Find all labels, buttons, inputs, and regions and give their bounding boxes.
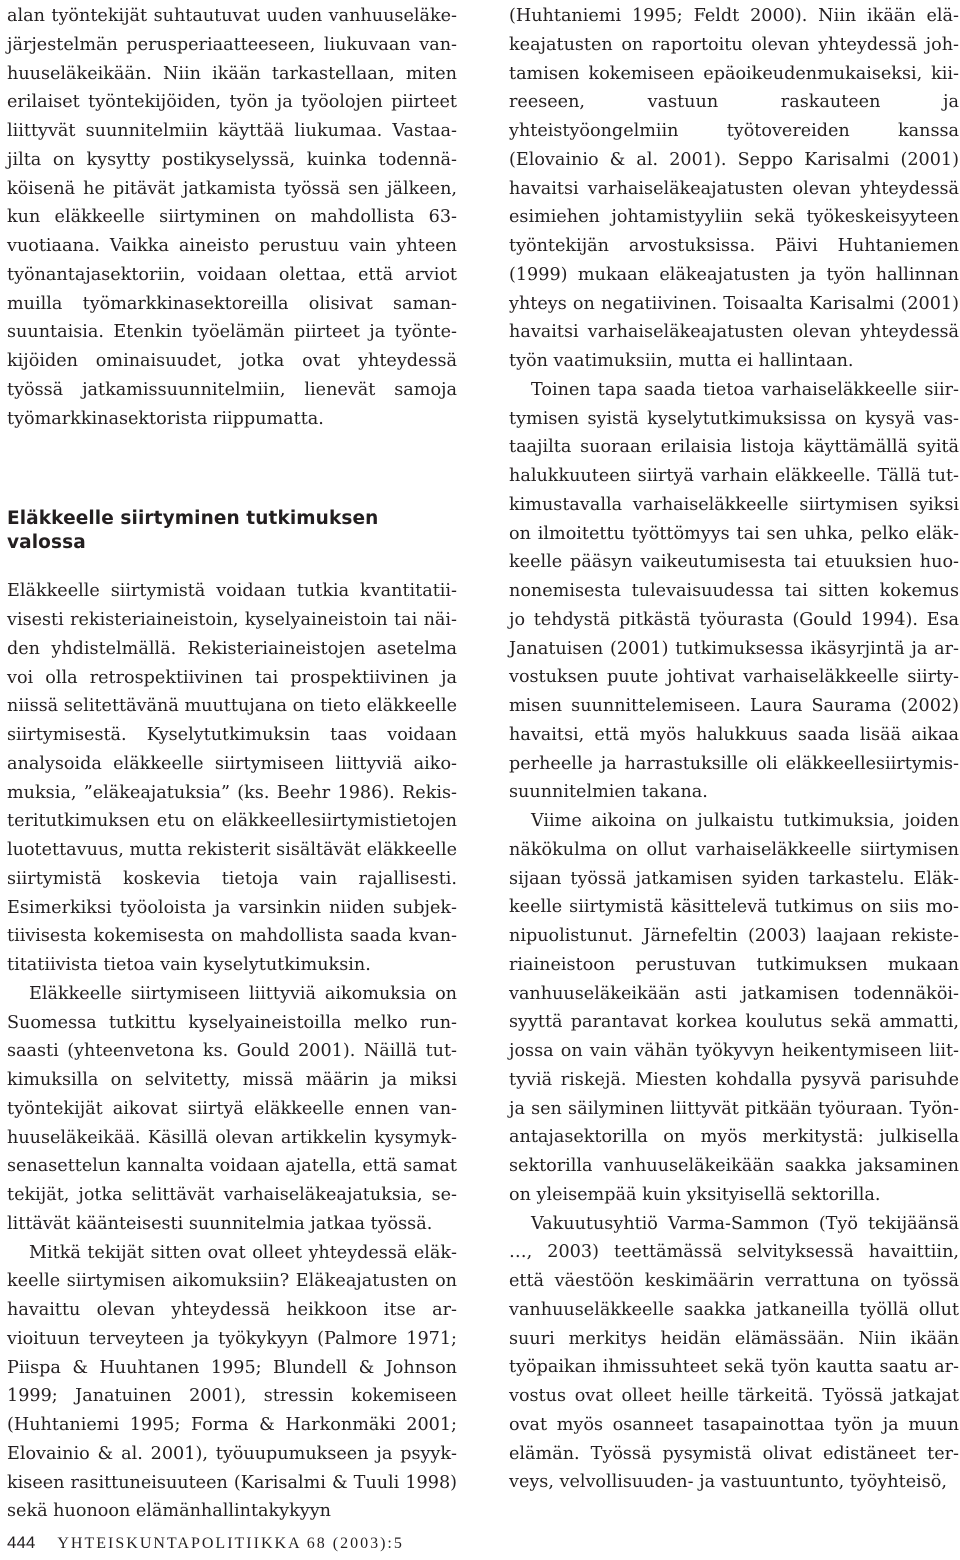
right-paragraph-1: (Huhtaniemi 1995; Feldt 2000). Niin ikään eläkeajatusten on raportoitu olevan yhteydessä johtamisen kokemiseen epäoikeudenmukaiseksi, kiireeseen, vastuun raskauteen ja yhteistyöongelmiin työtovereiden kanssa (Elovainio & al. 2001). Seppo Karisalmi (2001) havaitsi varhaiseläkeajatusten olevan yhteydessä esimiehen johtamistyyliin sekä työkeskeisyyteen työntekijän arvostuksissa. Päivi Huhtaniemen (1999) mukaan eläkeajatusten ja työn hallinnan yhteys on negatiivinen. Toisaalta Karisalmi (2001) havaitsi varhaiseläkeajatusten olevan yhteydessä työn vaatimuksiin, mutta ei hallintaan. bbox=[509, 6, 959, 371]
right-paragraph-3: Viime aikoina on julkaistu tutkimuksia, joiden näkökulma on ollut varhaiseläkkeelle siirtymisen sijaan työssä jatkamisen syiden tarkastelu. Eläkkeelle siirtymistä käsittelevä tutkimus on siis monipuolistunut. Järnefeltin (2003) laajaan rekisteriaineistoon perustuvan tutkimuksen mukaan vanhuuseläkeikään asti jatkamisen todennäköisyyttä parantavat korkea koulutus sekä ammatti, jossa on vain vähän työkyvyn heikentymiseen liittyviä riskejä. Miesten kohdalla pysyvä parisuhde ja sen säilyminen liittyvät pitkään työuraan. Työnantajasektorilla on myös merkitystä: julkisella sektorilla vanhuuseläkeikään saakka jaksaminen on yleisempää kuin yksityisellä sektorilla. bbox=[509, 811, 959, 1205]
left-column bbox=[7, 2, 457, 1526]
left-paragraph-2: Eläkkeelle siirtymistä voidaan tutkia kvantitatiivisesti rekisteriaineistoin, kyselyaineistoin tai näiden yhdistelmällä. Rekisteriaineistojen asetelma voi olla retrospektiivinen tai prospektiivinen ja niissä selitettävänä muuttujana on tieto eläkkeelle siirtymisestä. Kyselytutkimuksin taas voidaan analysoida eläkkeelle siirtymiseen liittyviä aikomuksia, ”eläkeajatuksia” (ks. Beehr 1986). Rekisteritutkimuksen etu on eläkkeellesiirtymistietojen luotettavuus, mutta rekisterit sisältävät eläkkeelle siirtymistä koskevia tietoja vain rajallisesti. Esimerkiksi työoloista ja varsinkin niiden subjektiivisesta kokemisesta on mahdollista saada kvantitatiivista tietoa vain kyselytutkimuksin. bbox=[7, 581, 457, 975]
left-paragraph-4: Mitkä tekijät sitten ovat olleet yhteydessä eläkkeelle siirtymisen aikomuksiin? Eläkeajatusten on havaittu olevan yhteydessä heikkoon itse arvioituun terveyteen ja työkykyyn (Palmore 1971; Piispa & Huuhtanen 1995; Blundell & Johnson 1999; Janatuinen 2001), stressin kokemiseen (Huhtaniemi 1995; Forma & Harkonmäki 2001; Elovainio & al. 2001), työuupumukseen ja psyykkiseen rasittuneisuuteen (Karisalmi & Tuuli 1998) sekä huonoon elämänhallintakykyyn bbox=[7, 1242, 457, 1522]
right-column bbox=[509, 2, 959, 1497]
left-paragraph-1: alan työntekijät suhtautuvat uuden vanhuuseläkejärjestelmän perusperiaatteeseen, liukuvaan vanhuuseläkeikään. Niin ikään tarkastellaan, miten erilaiset työntekijöiden, työn ja työolojen piirteet liittyvät suunnitelmiin käyttää liukumaa. Vastaajilta on kysytty postikyselyssä, kuinka todennäköisenä he pitävät jatkamista työssä sen jälkeen, kun eläkkeelle siirtyminen on mahdollista 63-vuotiaana. Vaikka aineisto perustuu vain yhteen työnantajasektoriin, voidaan olettaa, että arviot muilla työmarkkinasektoreilla olisivat samansuuntaisia. Etenkin työelämän piirteet ja työntekijöiden ominaisuudet, jotka ovat yhteydessä työssä jatkamissuunnitelmiin, lienevät samoja työmarkkinasektorista riippumatta. bbox=[7, 6, 457, 429]
left-paragraph-3: Eläkkeelle siirtymiseen liittyviä aikomuksia on Suomessa tutkittu kyselyaineistoilla melko runsaasti (yhteenvetona ks. Gould 2001). Näillä tutkimuksilla on selvitetty, missä määrin ja miksi työntekijät aikovat siirtyä eläkkeelle ennen vanhuuseläkeikää. Käsillä olevan artikkelin kysymyksenasettelun kannalta voidaan ajatella, että samat tekijät, jotka selittävät varhaiseläkeajatuksia, selittävät käänteisesti suunnitelmia jatkaa työssä. bbox=[7, 983, 457, 1234]
right-paragraph-2: Toinen tapa saada tietoa varhaiseläkkeelle siirtymisen syistä kyselytutkimuksissa on kysyä vastaajilta suoraan erilaisia listoja käyttämällä syitä halukkuuteen siirtyä varhain eläkkeelle. Tällä tutkimustavalla varhaiseläkkeelle siirtymisen syiksi on ilmoitettu työttömyys tai sen uhka, pelko eläkkeelle pääsyn vaikeutumisesta tai etuuksien huononemisesta tulevaisuudessa tai sitten kokemus jo tehdystä pitkästä työurasta (Gould 1994). Esa Janatuisen (2001) tutkimuksessa ikäsyrjintä ja arvostuksen puute johtivat varhaiseläkkeelle siirtymisen suunnittelemiseen. Laura Saurama (2002) havaitsi, että myös halukkuus saada lisää aikaa perheelle ja harrastuksille oli eläkkeellesiirtymissuunnitelmien takana. bbox=[509, 379, 959, 803]
journal-title: YHTEISKUNTAPOLITIIKKA 68 (2003):5 bbox=[57, 1535, 404, 1552]
page-number: 444 bbox=[7, 1533, 36, 1552]
page-footer bbox=[7, 1532, 404, 1556]
section-heading: Eläkkeelle siirtyminen tutkimuksen valossa bbox=[7, 508, 379, 554]
right-paragraph-4: Vakuutusyhtiö Varma-Sammon (Työ tekijäänsä …, 2003) teettämässä selvityksessä havaittiin, että väestöön keskimäärin verrattuna on työssä vanhuuseläkkeelle saakka jatkaneilla työllä ollut suuri merkitys heidän elämässään. Niin ikään työpaikan ihmissuhteet sekä työn kautta saatu arvostus ovat olleet heille tärkeitä. Työssä jatkajat ovat myös osanneet tasapainottaa työn ja muun elämän. Työssä pysymistä olivat edistäneet terveys, velvollisuuden- ja vastuuntunto, työyhteisö, bbox=[509, 1213, 959, 1493]
